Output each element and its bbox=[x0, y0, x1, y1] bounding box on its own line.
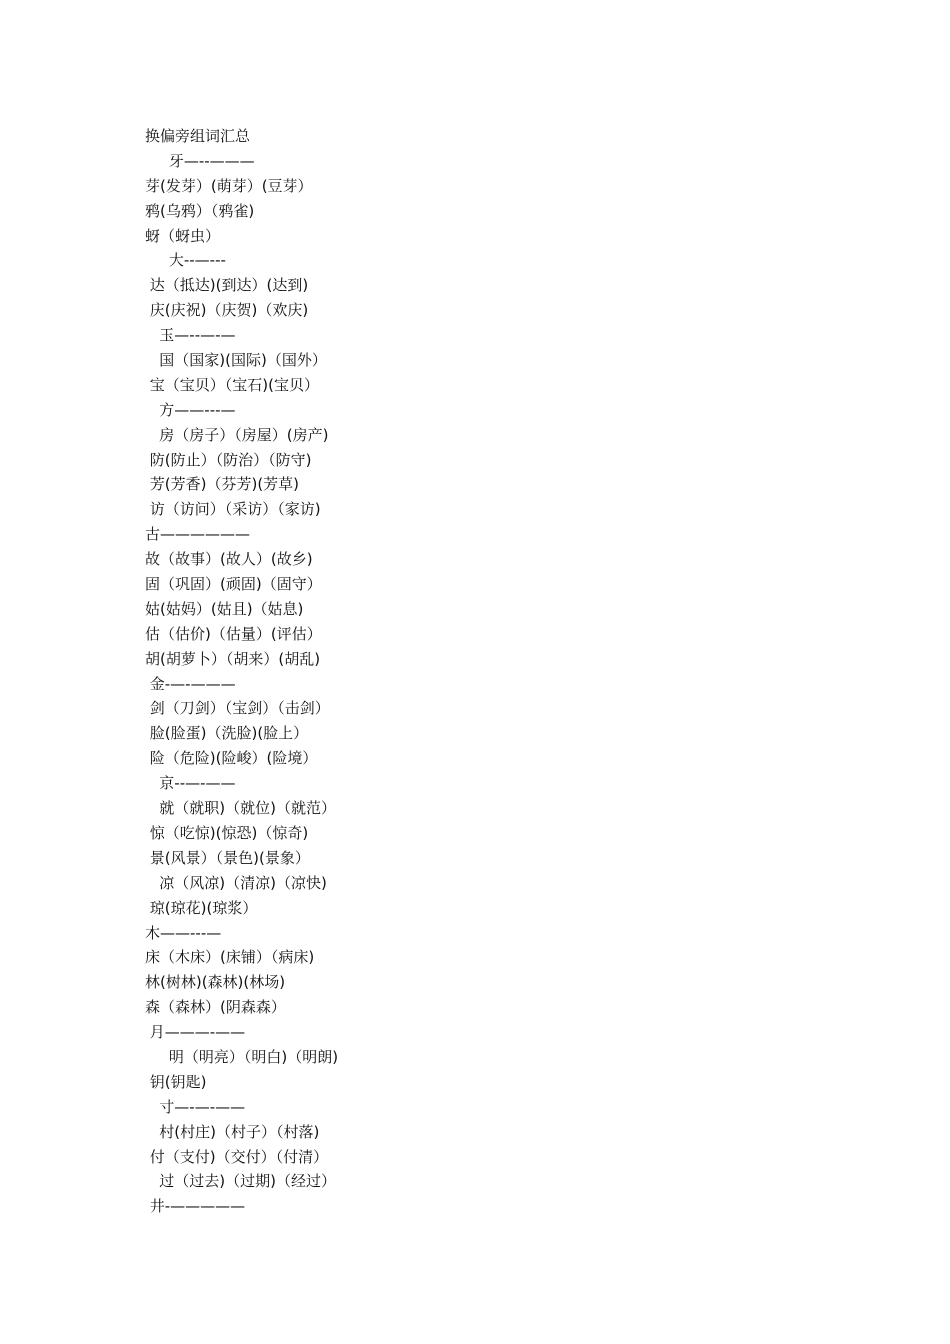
text-line: 宝（宝贝）（宝石)(宝贝） bbox=[145, 375, 319, 394]
text-line: 凉（风凉)（清凉)（凉快) bbox=[145, 873, 327, 892]
text-line: 庆(庆祝)（庆贺)（欢庆) bbox=[145, 301, 309, 320]
text-line: 林(树林)(森林)(林场) bbox=[145, 973, 286, 992]
text-line: 森（森林）(阴森森） bbox=[145, 998, 286, 1017]
text-line: 景(风景）（景色)(景象） bbox=[145, 848, 310, 867]
text-line: 木——---— bbox=[145, 923, 222, 942]
text-line: 月———-—— bbox=[145, 1023, 246, 1042]
text-line: 就（就职)（就位)（就范） bbox=[145, 799, 337, 818]
text-line: 村(村庄)（村子）（村落) bbox=[145, 1122, 320, 1141]
text-line: 芽(发芽）(萌芽）(豆芽） bbox=[145, 176, 313, 195]
text-line: 大--—--- bbox=[145, 251, 226, 270]
text-line: 剑（刀剑）（宝剑）（击剑） bbox=[145, 699, 330, 718]
text-line: 芳(芳香)（芬芳)(芳草) bbox=[145, 475, 300, 494]
text-line: 估（估价)（估量）(评估） bbox=[145, 624, 322, 643]
text-line: 付（支付)（交付）（付清） bbox=[145, 1147, 329, 1166]
text-line: 防(防止）（防治）（防守) bbox=[145, 450, 312, 469]
text-line: 钥(钥匙) bbox=[145, 1072, 207, 1091]
document-title: 换偏旁组词汇总 bbox=[145, 127, 251, 145]
text-line: 古—————— bbox=[145, 525, 251, 544]
text-line: 方——---— bbox=[145, 400, 236, 419]
text-line: 姑(姑妈）(姑且)（姑息) bbox=[145, 599, 304, 618]
document-body bbox=[145, 124, 845, 1219]
text-line: 玉—--—-— bbox=[145, 326, 236, 345]
text-line: 固（巩固）(顽固)（固守） bbox=[145, 575, 322, 594]
text-line: 脸(脸蛋)（洗脸)(脸上） bbox=[145, 724, 309, 743]
text-line: 胡(胡萝卜）（胡来）(胡乱) bbox=[145, 649, 321, 668]
text-line: 牙—--——— bbox=[145, 151, 255, 170]
text-line: 金-—-——— bbox=[145, 674, 236, 693]
text-line: 访（访问）（采访）（家访) bbox=[145, 500, 321, 519]
text-line: 井-————— bbox=[145, 1197, 246, 1216]
text-line: 国（国家)(国际)（国外） bbox=[145, 351, 327, 370]
text-line: 达（抵达)(到达）(达到) bbox=[145, 276, 309, 295]
text-line: 过（过去)（过期)（经过） bbox=[145, 1172, 337, 1191]
text-line: 蚜（蚜虫） bbox=[145, 226, 221, 245]
text-line: 寸—-—-—— bbox=[145, 1097, 246, 1116]
text-line: 故（故事）(故人）(故乡) bbox=[145, 550, 313, 569]
text-line: 明（明亮）（明白)（明朗) bbox=[145, 1047, 339, 1066]
text-line: 鸦(乌鸦）（鸦雀) bbox=[145, 201, 255, 220]
text-line: 京--—-—— bbox=[145, 774, 236, 793]
text-line: 房（房子）（房屋）(房产) bbox=[145, 425, 329, 444]
text-line: 险（危险)(险峻）(险境） bbox=[145, 749, 318, 768]
text-line: 床（木床）(床铺）（病床) bbox=[145, 948, 315, 967]
text-line: 琼(琼花)(琼浆） bbox=[145, 898, 258, 917]
text-line: 惊（吃惊)(惊恐)（惊奇) bbox=[145, 823, 309, 842]
